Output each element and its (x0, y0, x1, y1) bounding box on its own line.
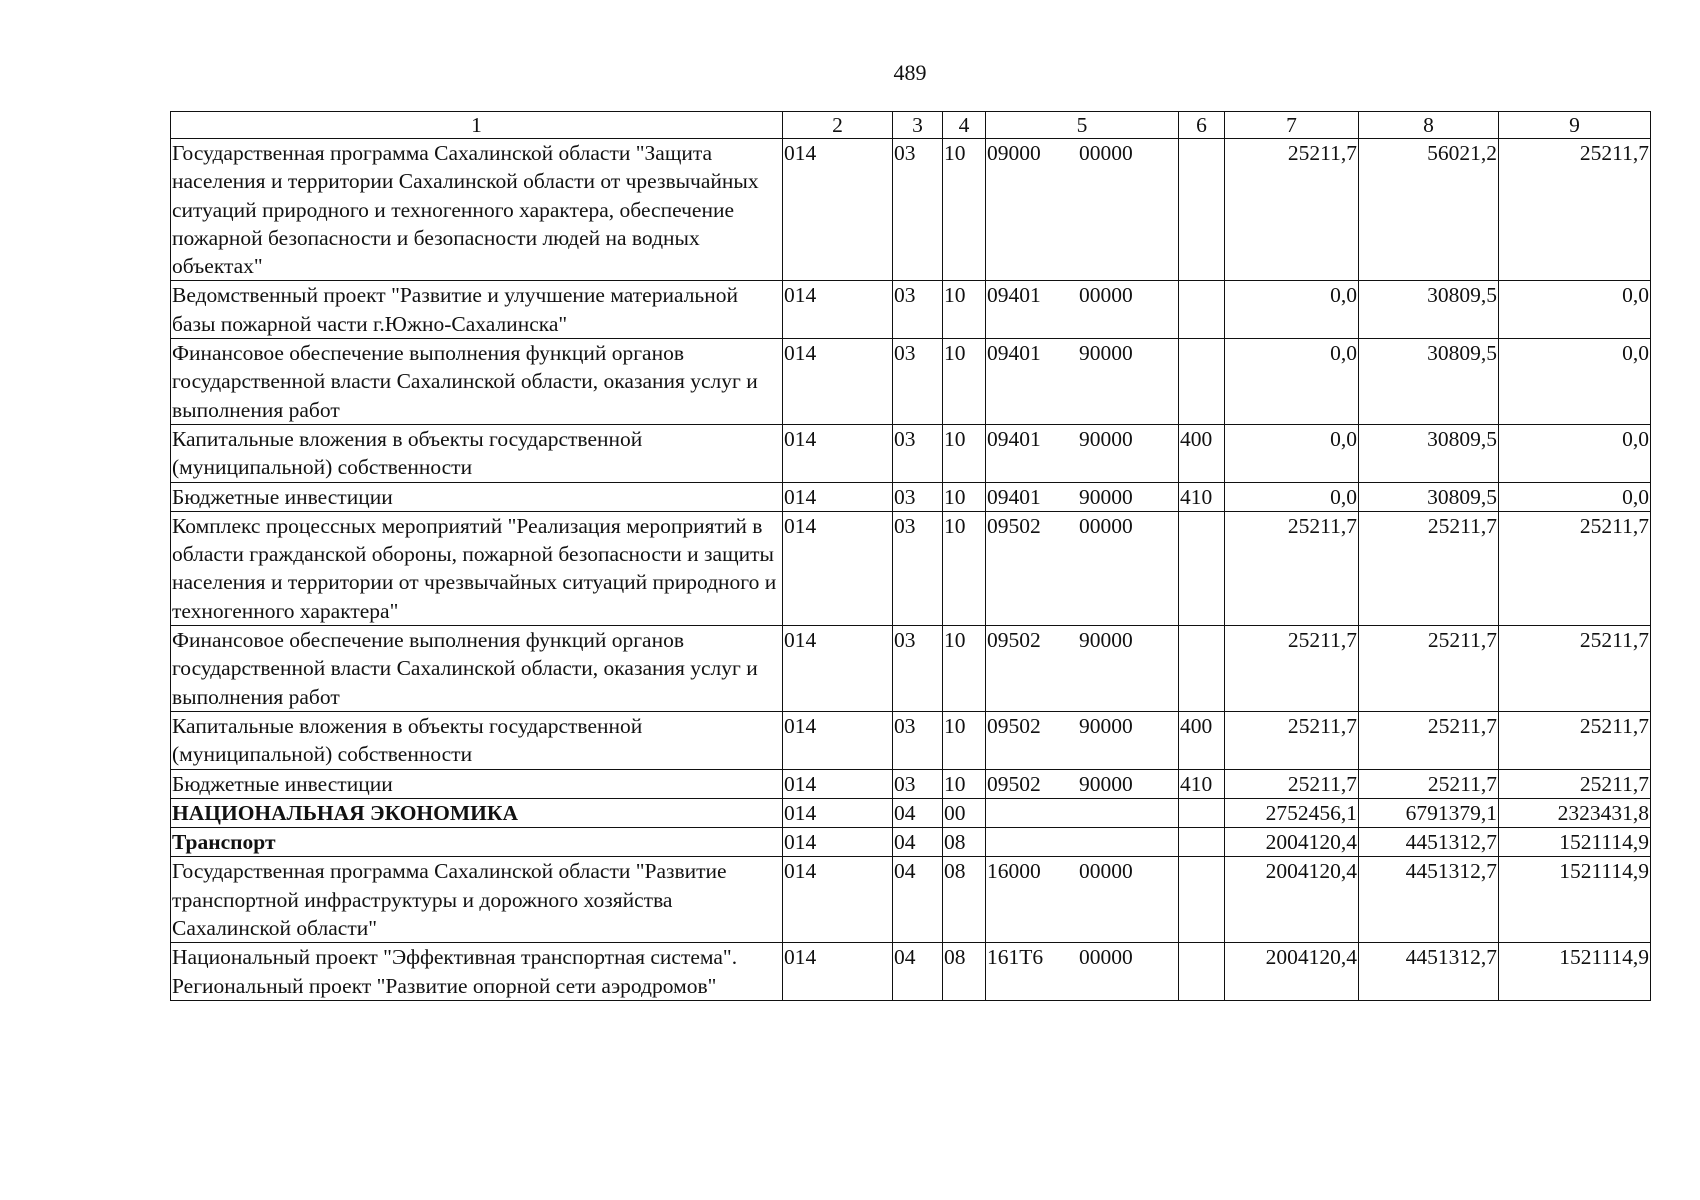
target-article-code (986, 139, 1179, 281)
amount-col7: 25211,7 (1225, 139, 1359, 281)
column-header-9: 9 (1499, 112, 1651, 139)
amount-col7: 2004120,4 (1225, 828, 1359, 857)
ministry-code: 014 (783, 424, 893, 482)
ministry-code: 014 (783, 281, 893, 339)
program-code: 09401 (987, 426, 1041, 451)
direction-code: 00000 (1079, 283, 1133, 308)
section-code: 04 (893, 943, 943, 1001)
program-code: 09401 (987, 283, 1041, 308)
row-name: Транспорт (171, 828, 783, 857)
target-article-code (986, 424, 1179, 482)
section-code: 03 (893, 511, 943, 625)
amount-col9: 25211,7 (1499, 769, 1651, 798)
ministry-code: 014 (783, 139, 893, 281)
section-code: 03 (893, 482, 943, 511)
ministry-code: 014 (783, 828, 893, 857)
target-article-code (986, 943, 1179, 1001)
target-article-code (986, 857, 1179, 943)
ministry-code: 014 (783, 943, 893, 1001)
amount-col7: 0,0 (1225, 482, 1359, 511)
column-header-2: 2 (783, 112, 893, 139)
expense-type-code (1179, 943, 1225, 1001)
subsection-code: 08 (943, 828, 986, 857)
ministry-code: 014 (783, 711, 893, 769)
expense-type-code (1179, 511, 1225, 625)
program-code: 09502 (987, 513, 1041, 538)
program-code: 09401 (987, 341, 1041, 366)
section-code: 03 (893, 769, 943, 798)
amount-col7: 2004120,4 (1225, 857, 1359, 943)
table-row (171, 828, 1651, 857)
subsection-code: 08 (943, 857, 986, 943)
target-article-code (986, 626, 1179, 712)
expense-type-code: 400 (1179, 424, 1225, 482)
amount-col8: 25211,7 (1359, 626, 1499, 712)
ministry-code: 014 (783, 339, 893, 425)
direction-code: 00000 (1079, 945, 1133, 970)
direction-code: 90000 (1079, 771, 1133, 796)
subsection-code: 10 (943, 281, 986, 339)
amount-col9: 25211,7 (1499, 139, 1651, 281)
amount-col7: 25211,7 (1225, 711, 1359, 769)
program-code: 16000 (987, 859, 1041, 884)
table-body (171, 139, 1651, 1001)
amount-col8: 6791379,1 (1359, 798, 1499, 827)
table-row (171, 798, 1651, 827)
amount-col9: 2323431,8 (1499, 798, 1651, 827)
column-header-1: 1 (171, 112, 783, 139)
amount-col8: 25211,7 (1359, 711, 1499, 769)
amount-col8: 30809,5 (1359, 482, 1499, 511)
section-code: 03 (893, 281, 943, 339)
subsection-code: 00 (943, 798, 986, 827)
amount-col9: 25211,7 (1499, 626, 1651, 712)
section-code: 04 (893, 828, 943, 857)
amount-col8: 25211,7 (1359, 511, 1499, 625)
amount-col9: 25211,7 (1499, 511, 1651, 625)
target-article-code (986, 482, 1179, 511)
expense-type-code: 410 (1179, 769, 1225, 798)
ministry-code: 014 (783, 626, 893, 712)
amount-col7: 2752456,1 (1225, 798, 1359, 827)
amount-col8: 25211,7 (1359, 769, 1499, 798)
row-name: Бюджетные инвестиции (171, 482, 783, 511)
section-code: 03 (893, 626, 943, 712)
subsection-code: 10 (943, 711, 986, 769)
subsection-code: 10 (943, 511, 986, 625)
section-code: 04 (893, 857, 943, 943)
header-row (171, 112, 1651, 139)
amount-col8: 30809,5 (1359, 424, 1499, 482)
row-name: Капитальные вложения в объекты государственной (муниципальной) собственности (171, 711, 783, 769)
program-code: 161Т6 (987, 945, 1044, 970)
row-name: Государственная программа Сахалинской области "Развитие транспортной инфраструктуры и дорожного хозяйства Сахалинской области" (171, 857, 783, 943)
target-article-code (986, 828, 1179, 857)
amount-col7: 0,0 (1225, 281, 1359, 339)
amount-col8: 4451312,7 (1359, 857, 1499, 943)
row-name: Капитальные вложения в объекты государственной (муниципальной) собственности (171, 424, 783, 482)
amount-col7: 0,0 (1225, 339, 1359, 425)
table-row (171, 511, 1651, 625)
ministry-code: 014 (783, 798, 893, 827)
subsection-code: 10 (943, 424, 986, 482)
table-row (171, 769, 1651, 798)
row-name: Национальный проект "Эффективная транспортная система". Региональный проект "Развитие опорной сети аэродромов" (171, 943, 783, 1001)
amount-col7: 2004120,4 (1225, 943, 1359, 1001)
amount-col9: 25211,7 (1499, 711, 1651, 769)
budget-table (170, 111, 1651, 1001)
column-header-8: 8 (1359, 112, 1499, 139)
amount-col9: 1521114,9 (1499, 943, 1651, 1001)
direction-code: 90000 (1079, 341, 1133, 366)
table-row (171, 482, 1651, 511)
section-code: 03 (893, 139, 943, 281)
row-name: Финансовое обеспечение выполнения функций органов государственной власти Сахалинской области, оказания услуг и выполнения работ (171, 626, 783, 712)
direction-code: 00000 (1079, 513, 1133, 538)
section-code: 03 (893, 424, 943, 482)
ministry-code: 014 (783, 482, 893, 511)
amount-col8: 30809,5 (1359, 281, 1499, 339)
expense-type-code (1179, 281, 1225, 339)
program-code: 09502 (987, 771, 1041, 796)
target-article-code (986, 511, 1179, 625)
row-name: НАЦИОНАЛЬНАЯ ЭКОНОМИКА (171, 798, 783, 827)
expense-type-code (1179, 626, 1225, 712)
row-name: Финансовое обеспечение выполнения функций органов государственной власти Сахалинской области, оказания услуг и выполнения работ (171, 339, 783, 425)
table-row (171, 424, 1651, 482)
target-article-code (986, 281, 1179, 339)
amount-col7: 25211,7 (1225, 626, 1359, 712)
column-header-6: 6 (1179, 112, 1225, 139)
table-row (171, 339, 1651, 425)
amount-col7: 25211,7 (1225, 769, 1359, 798)
expense-type-code (1179, 339, 1225, 425)
table-row (171, 943, 1651, 1001)
column-header-4: 4 (943, 112, 986, 139)
amount-col8: 30809,5 (1359, 339, 1499, 425)
table-row (171, 711, 1651, 769)
ministry-code: 014 (783, 857, 893, 943)
row-name: Ведомственный проект "Развитие и улучшение материальной базы пожарной части г.Южно-Сахалинска" (171, 281, 783, 339)
program-code: 09502 (987, 628, 1041, 653)
table-row (171, 139, 1651, 281)
column-header-7: 7 (1225, 112, 1359, 139)
amount-col9: 0,0 (1499, 482, 1651, 511)
direction-code: 00000 (1079, 141, 1133, 165)
direction-code: 90000 (1079, 628, 1133, 653)
subsection-code: 10 (943, 139, 986, 281)
target-article-code (986, 769, 1179, 798)
amount-col8: 4451312,7 (1359, 943, 1499, 1001)
direction-code: 90000 (1079, 426, 1133, 451)
ministry-code: 014 (783, 769, 893, 798)
expense-type-code (1179, 857, 1225, 943)
section-code: 03 (893, 339, 943, 425)
table-row (171, 857, 1651, 943)
subsection-code: 08 (943, 943, 986, 1001)
amount-col9: 0,0 (1499, 339, 1651, 425)
column-header-5: 5 (986, 112, 1179, 139)
column-header-3: 3 (893, 112, 943, 139)
direction-code: 00000 (1079, 859, 1133, 884)
expense-type-code (1179, 828, 1225, 857)
row-name: Государственная программа Сахалинской области "Защита населения и территории Сахалинской области от чрезвычайных ситуаций природного и техногенного характера, обеспечение пожарной безопасности и безопасности людей на водных объектах" (171, 139, 783, 281)
expense-type-code (1179, 139, 1225, 281)
section-code: 03 (893, 711, 943, 769)
target-article-code (986, 711, 1179, 769)
subsection-code: 10 (943, 769, 986, 798)
amount-col9: 0,0 (1499, 424, 1651, 482)
expense-type-code (1179, 798, 1225, 827)
expense-type-code: 410 (1179, 482, 1225, 511)
subsection-code: 10 (943, 339, 986, 425)
target-article-code (986, 339, 1179, 425)
subsection-code: 10 (943, 482, 986, 511)
amount-col7: 0,0 (1225, 424, 1359, 482)
section-code: 04 (893, 798, 943, 827)
amount-col9: 0,0 (1499, 281, 1651, 339)
amount-col8: 4451312,7 (1359, 828, 1499, 857)
direction-code: 90000 (1079, 484, 1133, 509)
amount-col9: 1521114,9 (1499, 828, 1651, 857)
program-code: 09000 (987, 141, 1041, 165)
table-row (171, 281, 1651, 339)
program-code: 09401 (987, 484, 1041, 509)
amount-col9: 1521114,9 (1499, 857, 1651, 943)
ministry-code: 014 (783, 511, 893, 625)
program-code: 09502 (987, 713, 1041, 738)
table-row (171, 626, 1651, 712)
page-number: 489 (893, 60, 927, 85)
row-name: Бюджетные инвестиции (171, 769, 783, 798)
direction-code: 90000 (1079, 713, 1133, 738)
subsection-code: 10 (943, 626, 986, 712)
row-name: Комплекс процессных мероприятий "Реализация мероприятий в области гражданской обороны, пожарной безопасности и защиты населения и территории от чрезвычайных ситуаций природного и техногенного характера" (171, 511, 783, 625)
target-article-code (986, 798, 1179, 827)
amount-col7: 25211,7 (1225, 511, 1359, 625)
expense-type-code: 400 (1179, 711, 1225, 769)
amount-col8: 56021,2 (1359, 139, 1499, 281)
